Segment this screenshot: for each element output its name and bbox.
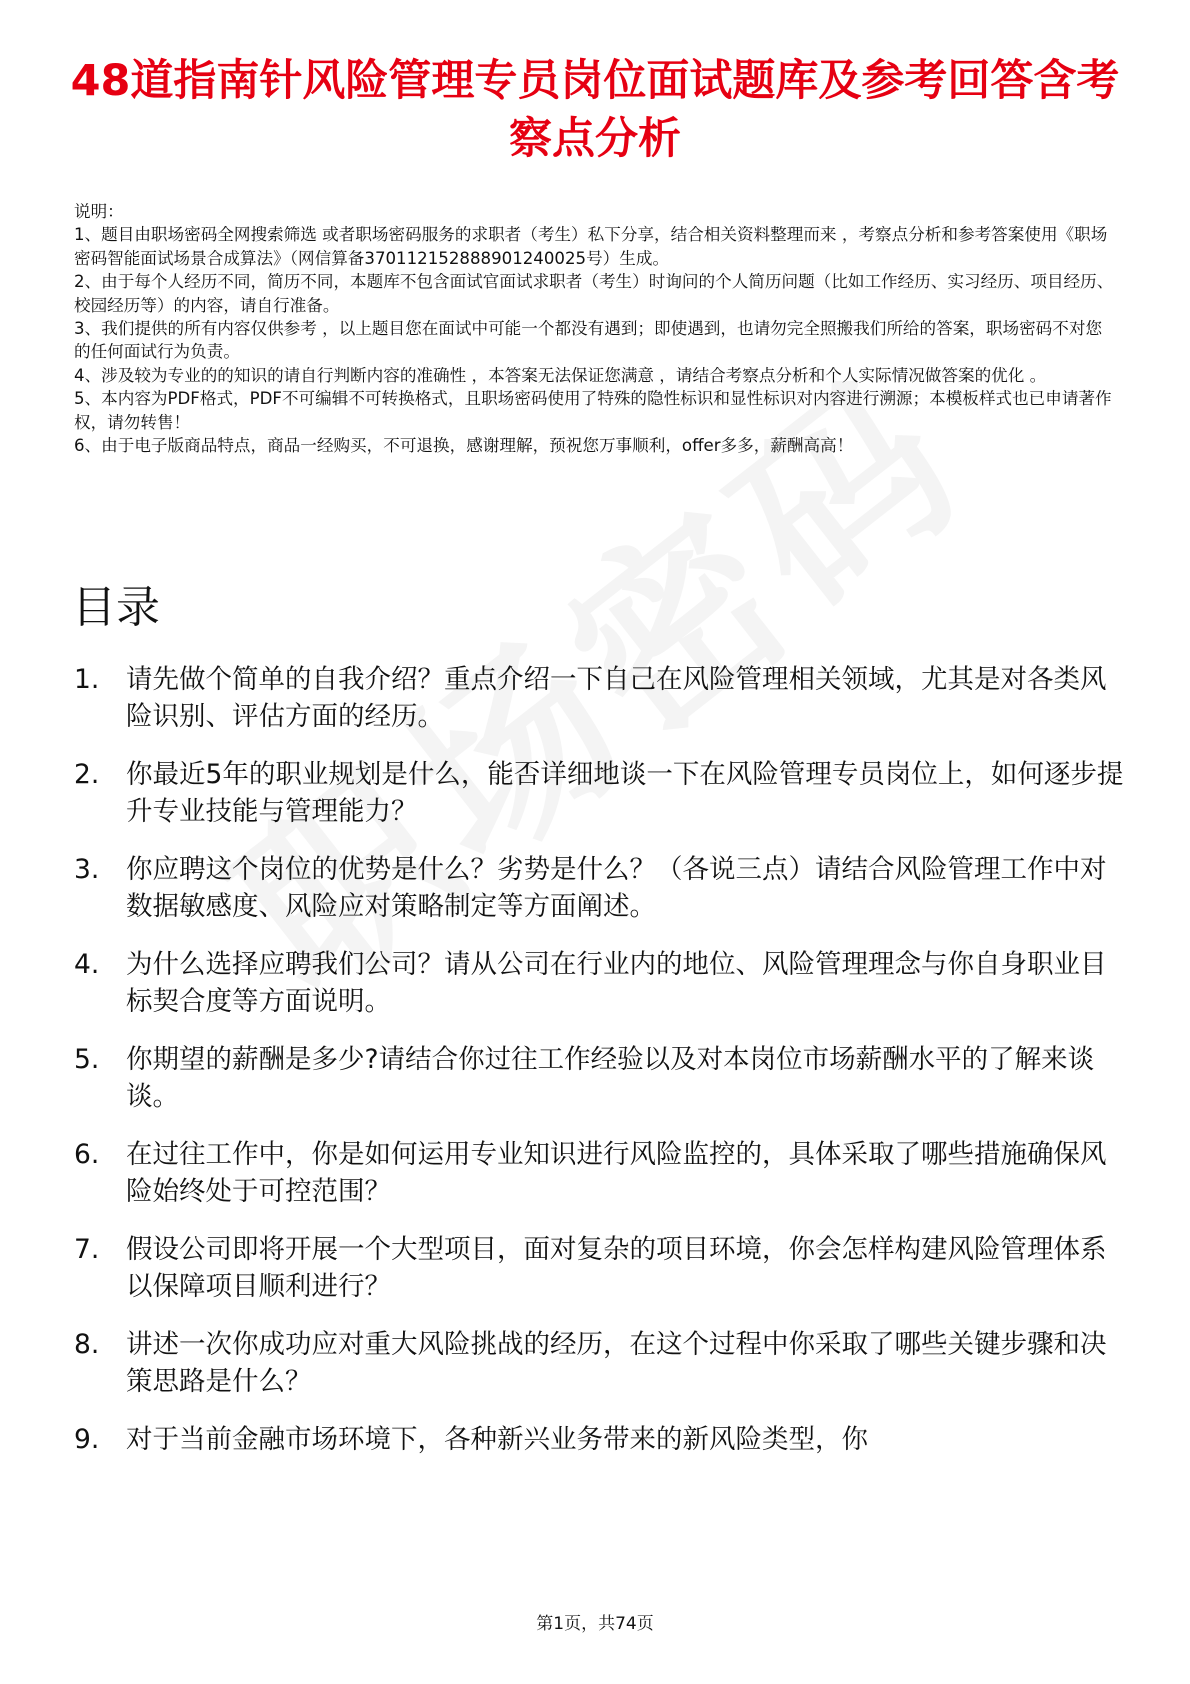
- toc-item-text: 假设公司即将开展一个大型项目，面对复杂的项目环境，你会怎样构建风险管理体系以保障项目顺利进行？: [126, 1234, 1107, 1302]
- notes-item: 6、由于电子版商品特点，商品一经购买，不可退换，感谢理解，预祝您万事顺利，offer多多，薪酬高高！: [74, 436, 854, 456]
- notes-item: 5、本内容为PDF格式，PDF不可编辑不可转换格式，且职场密码使用了特殊的隐性标识和显性标识对内容进行溯源；本模板样式也已申请著作权，请勿转售！: [74, 389, 1112, 432]
- toc-item[interactable]: [74, 852, 1124, 925]
- notes-item: 2、由于每个人经历不同，简历不同，本题库不包含面试官面试求职者（考生）时询问的个人简历问题（比如工作经历、实习经历、项目经历、校园经历等）的内容，请自行准备。: [74, 272, 1114, 315]
- toc-item-text: 请先做个简单的自我介绍？重点介绍一下自己在风险管理相关领域，尤其是对各类风险识别、评估方面的经历。: [126, 664, 1107, 732]
- toc-item-text: 讲述一次你成功应对重大风险挑战的经历，在这个过程中你采取了哪些关键步骤和决策思路是什么？: [126, 1329, 1107, 1397]
- notes-heading: 说明：: [74, 202, 124, 221]
- toc-item-number: 1.: [74, 664, 100, 695]
- toc-item[interactable]: [74, 1137, 1124, 1210]
- notes-item: 1、题目由职场密码全网搜索筛选 或者职场密码服务的求职者（考生）私下分享，结合相关资料整理而来 ，考察点分析和参考答案使用《职场密码智能面试场景合成算法》（网信算备370112152888901240025号）生成。: [74, 225, 1108, 268]
- toc-item-text: 你最近5年的职业规划是什么，能否详细地谈一下在风险管理专员岗位上，如何逐步提升专业技能与管理能力？: [126, 759, 1124, 827]
- toc-item-number: 2.: [74, 759, 100, 790]
- notes-item: 3、我们提供的所有内容仅供参考 ，以上题目您在面试中可能一个都没有遇到；即使遇到，也请勿完全照搬我们所给的答案，职场密码不对您的任何面试行为负责。: [74, 319, 1103, 362]
- toc-item-number: 5.: [74, 1044, 100, 1075]
- notes-section: [74, 200, 1114, 457]
- toc-item-text: 你期望的薪酬是多少?请结合你过往工作经验以及对本岗位市场薪酬水平的了解来谈谈。: [126, 1044, 1095, 1112]
- toc-item[interactable]: [74, 1422, 1124, 1459]
- toc-item[interactable]: [74, 947, 1124, 1020]
- document-title: 48道指南针风险管理专员岗位面试题库及参考回答含考察点分析: [70, 56, 1120, 164]
- toc-item-number: 6.: [74, 1139, 100, 1170]
- toc-item-number: 4.: [74, 949, 100, 980]
- toc-item[interactable]: [74, 1042, 1124, 1115]
- toc-item-text: 你应聘这个岗位的优势是什么？劣势是什么？（各说三点）请结合风险管理工作中对数据敏感度、风险应对策略制定等方面阐述。: [126, 854, 1107, 922]
- toc-list: [74, 662, 1124, 1481]
- toc-item-text: 为什么选择应聘我们公司？请从公司在行业内的地位、风险管理理念与你自身职业目标契合度等方面说明。: [126, 949, 1107, 1017]
- toc-item[interactable]: [74, 662, 1124, 735]
- toc-item-number: 9.: [74, 1424, 100, 1455]
- toc-item-text: 对于当前金融市场环境下，各种新兴业务带来的新风险类型，你: [126, 1424, 868, 1455]
- toc-item[interactable]: [74, 1232, 1124, 1305]
- toc-heading: 目录: [72, 582, 160, 633]
- toc-item-number: 3.: [74, 854, 100, 885]
- notes-item: 4、涉及较为专业的的知识的请自行判断内容的准确性 ，本答案无法保证您满意 ，请结合考察点分析和个人实际情况做答案的优化 。: [74, 365, 1047, 385]
- toc-item-number: 8.: [74, 1329, 100, 1360]
- page-footer: 第1页，共74页: [536, 1614, 654, 1634]
- toc-item[interactable]: [74, 757, 1124, 830]
- toc-item-number: 7.: [74, 1234, 100, 1265]
- toc-item[interactable]: [74, 1327, 1124, 1400]
- toc-item-text: 在过往工作中，你是如何运用专业知识进行风险监控的，具体采取了哪些措施确保风险始终处于可控范围？: [126, 1139, 1107, 1207]
